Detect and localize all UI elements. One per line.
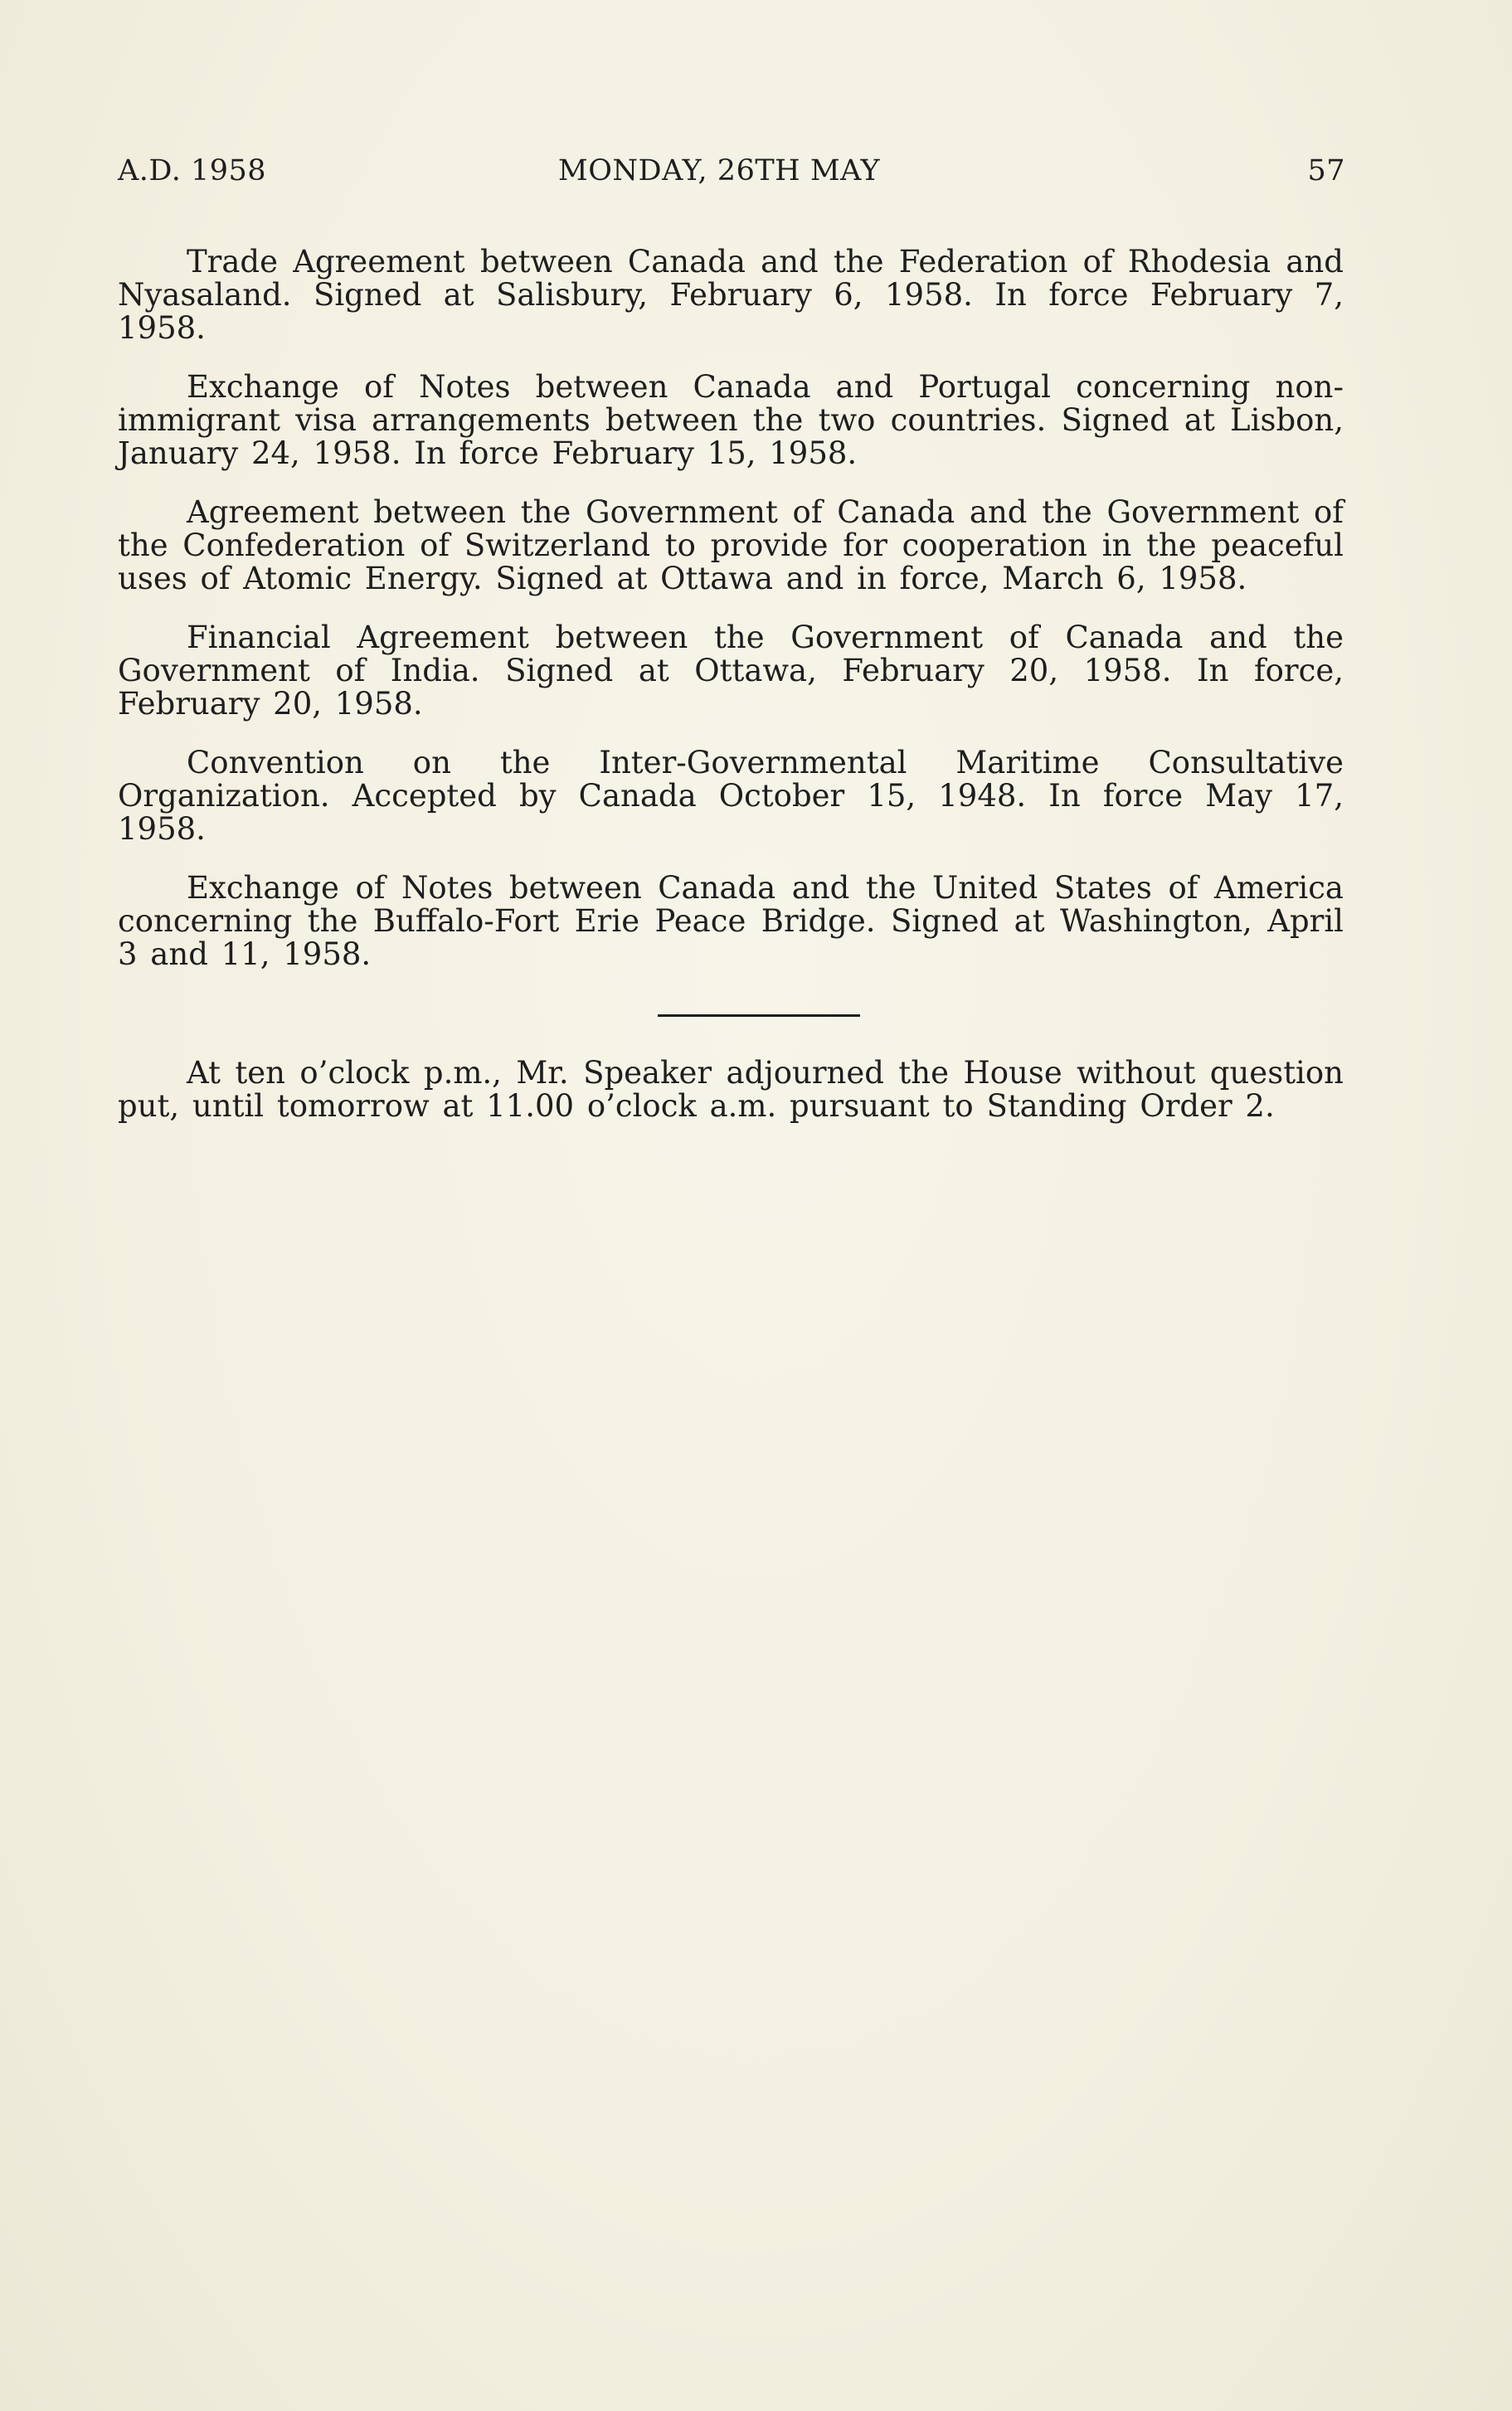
paragraph-portugal-visa: Exchange of Notes between Canada and Portugal concerning non-immigrant visa arrangements between the two countries. Signed at Lisbon, January 24, 1958. In force February 15, 1958. (118, 369, 1344, 471)
page-body (118, 245, 1344, 1149)
paragraph-adjournment: At ten o’clock p.m., Mr. Speaker adjourned the House without question put, until tomorrow at 11.00 o’clock a.m. pursuant to Standing Order 2. (118, 1055, 1344, 1124)
paragraph-india-financial: Financial Agreement between the Government of Canada and the Government of India. Signed at Ottawa, February 20, 1958. In force, February 20, 1958. (118, 620, 1344, 722)
paragraph-peace-bridge: Exchange of Notes between Canada and the United States of America concerning the Buffalo-Fort Erie Peace Bridge. Signed at Washington, April 3 and 11, 1958. (118, 870, 1344, 972)
paragraph-maritime-convention: Convention on the Inter-Governmental Maritime Consultative Organization. Accepted by Canada October 15, 1948. In force May 17, 1958. (118, 745, 1344, 847)
paragraph-switzerland-atomic: Agreement between the Government of Canada and the Government of the Confederation of Switzerland to provide for cooperation in the peaceful uses of Atomic Energy. Signed at Ottawa and in force, March 6, 1958. (118, 494, 1344, 596)
paragraph-rhodesia-trade: Trade Agreement between Canada and the Federation of Rhodesia and Nyasaland. Signed at Salisbury, February 6, 1958. In force February 7, 1958. (118, 244, 1344, 346)
section-divider (658, 1014, 860, 1017)
header-date: MONDAY, 26TH MAY (557, 154, 881, 187)
header-year: A.D. 1958 (118, 154, 267, 187)
page-number: 57 (1307, 154, 1345, 187)
page-header (118, 154, 1345, 196)
